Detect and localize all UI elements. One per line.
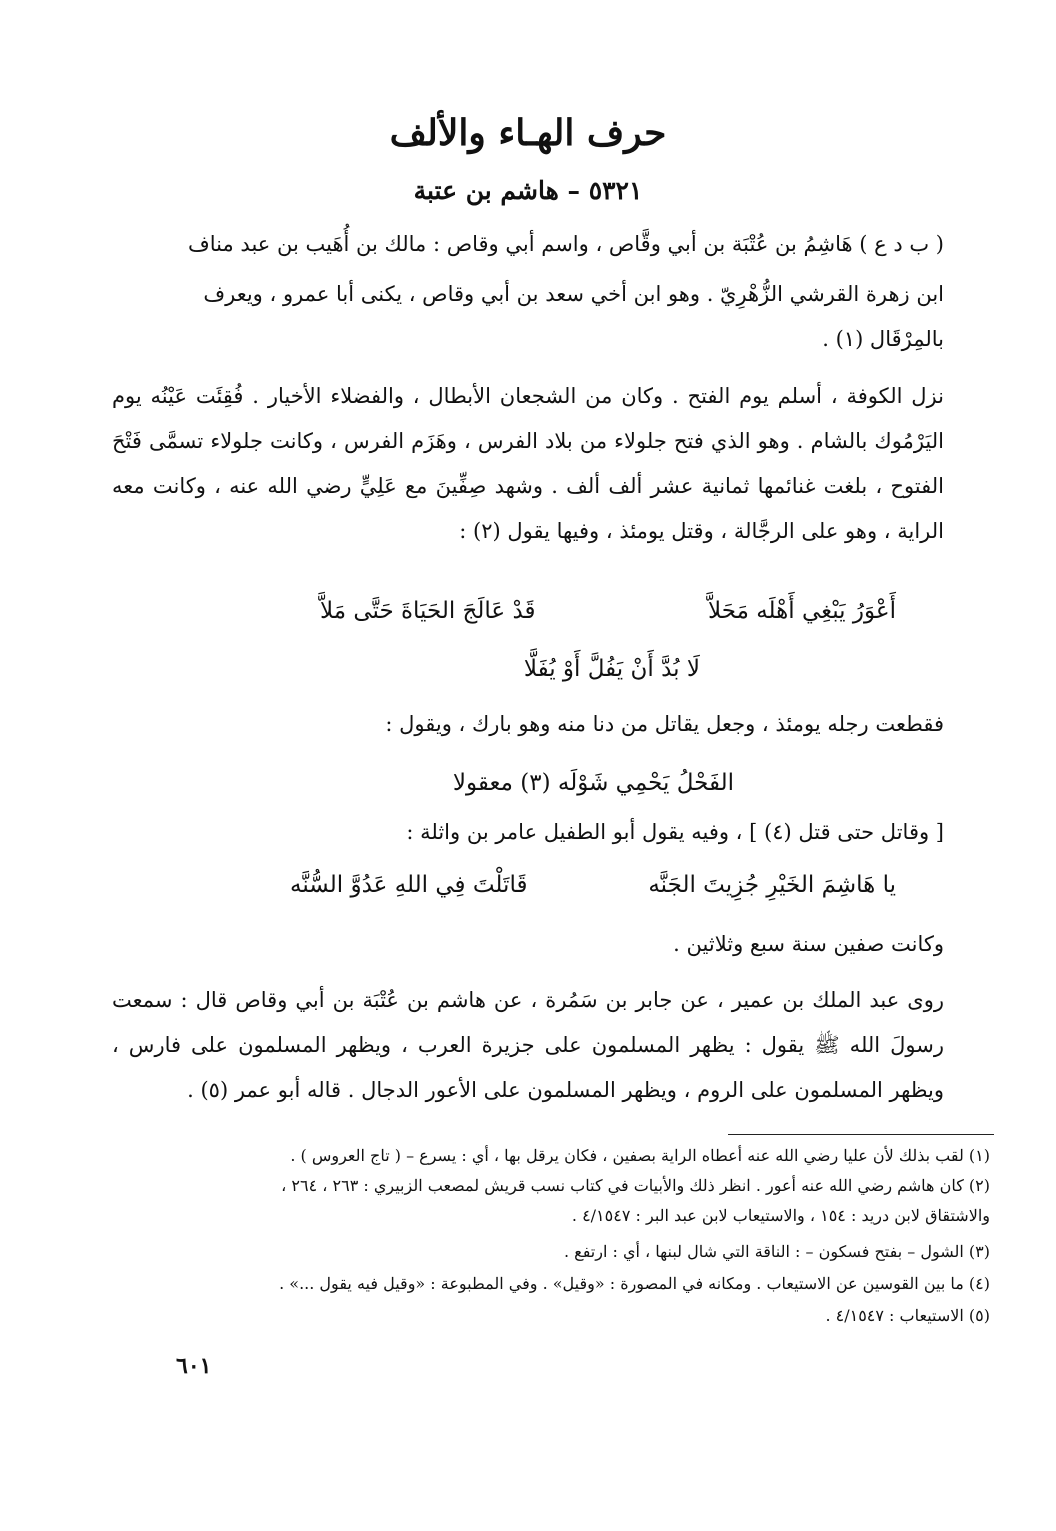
- verse-1-first-hemistich: أَعْوَرُ يَبْغِي أَهْلَه مَحَلاَّ: [708, 598, 896, 624]
- hadith-paragraph: روى عبد الملك بن عمير ، عن جابر بن سَمُرة ، عن هاشم بن عُتْبَة بن أبي وقاص قال : سمعت رسولَ الله ﷺ يقول : يظهر المسلمون على جزيرة العرب ، ويظهر المسلمون على فارس ، ويظهر المسلمون على الروم ، ويظهر المسلمون على الأعور الدجال . قاله أبو عمر (٥) .: [112, 988, 944, 1102]
- footnote-2: (٢) كان هاشم رضي الله عنه أعور . انظر ذلك والأبيات في كتاب نسب قريش لمصعب الزبيري : ٢٦٣ ، ٢٦٤ ،: [281, 1176, 990, 1195]
- footnote-3: (٣) الشول – بفتح فسكون – : الناقة التي شال لبنها ، أي : ارتفع .: [564, 1242, 990, 1261]
- footnote-2-continued: والاشتقاق لابن دريد : ١٥٤ ، والاستيعاب لابن عبد البر : ٤/١٥٤٧ .: [571, 1206, 990, 1225]
- paragraph-fought-until-killed: [ وقاتل حتى قتل (٤) ] ، وفيه يقول أبو الطفيل عامر بن واثلة :: [406, 820, 944, 844]
- footnote-4: (٤) ما بين القوسين عن الاستيعاب . ومكانه في المصورة : «وقيل» . وفي المطبوعة : «وقيل فيه يقول ...» .: [279, 1274, 990, 1293]
- footnote-5: (٥) الاستيعاب : ٤/١٥٤٧ .: [825, 1306, 990, 1325]
- footnote-1: (١) لقب بذلك لأن عليا رضي الله عنه أعطاه الراية بصفين ، فكان يرقل بها ، أي : يسرع – ( تاج العروس ) .: [290, 1146, 990, 1165]
- intro-line-2: ابن زهرة القرشي الزُّهْرِيّ . وهو ابن أخي سعد بن أبي وقاص ، يكنى أبا عمرو ، ويعرف: [203, 282, 944, 306]
- verse-2: لَا بُدَّ أَنْ يَفُلَّ أَوْ يُفَلَّا: [523, 656, 700, 682]
- page-number: ٦٠١: [176, 1353, 212, 1379]
- paragraph-siffin-date: وكانت صفين سنة سبع وثلاثين .: [673, 932, 944, 956]
- biography-paragraph: نزل الكوفة ، أسلم يوم الفتح . وكان من الشجعان الأبطال ، والفضلاء الأخيار . فُقِئَت عَيْنُه يوم اليَرْمُوك بالشام . وهو الذي فتح جلولاء من بلاد الفرس ، وهَزَم الفرس ، وكانت جلولاء تسمَّى فَتْحَ الفتوح ، بلغت غنائمها ثمانية عشر ألف ألف . وشهد صِفِّينَ مع عَلِيٍّ رضي الله عنه ، وكانت معه الراية ، وهو على الرجَّالة ، وقتل يومئذ ، وفيها يقول (٢) :: [112, 384, 944, 543]
- intro-line-3: بالمِرْقَال (١) .: [822, 327, 944, 351]
- verse-3: الفَحْلُ يَحْمِي شَوْلَه (٣) معقولا: [452, 770, 734, 796]
- verse-1-second-hemistich: قَدْ عَالَجَ الحَيَاةَ حَتَّى مَلاَّ: [320, 598, 536, 624]
- footnote-divider: [728, 1134, 994, 1135]
- verse-4-second-hemistich: قَاتَلْتَ فِي اللهِ عَدُوَّ السُّنَّه: [290, 872, 528, 898]
- intro-line-1: ( ب د ع ) هَاشِمُ بن عُتْبَة بن أبي وقَّاص ، واسم أبي وقاص : مالك بن أُهَيب بن عبد مناف: [188, 232, 944, 256]
- paragraph-leg-cut: فقطعت رجله يومئذ ، وجعل يقاتل من دنا منه وهو بارك ، ويقول :: [385, 712, 944, 736]
- entry-title: ٥٣٢١ – هاشم بن عتبة: [413, 176, 643, 205]
- verse-4-first-hemistich: يا هَاشِمَ الخَيْرِ جُزِيتَ الجَنَّه: [648, 872, 896, 898]
- section-title: حرف الهـاء والألف: [389, 112, 667, 154]
